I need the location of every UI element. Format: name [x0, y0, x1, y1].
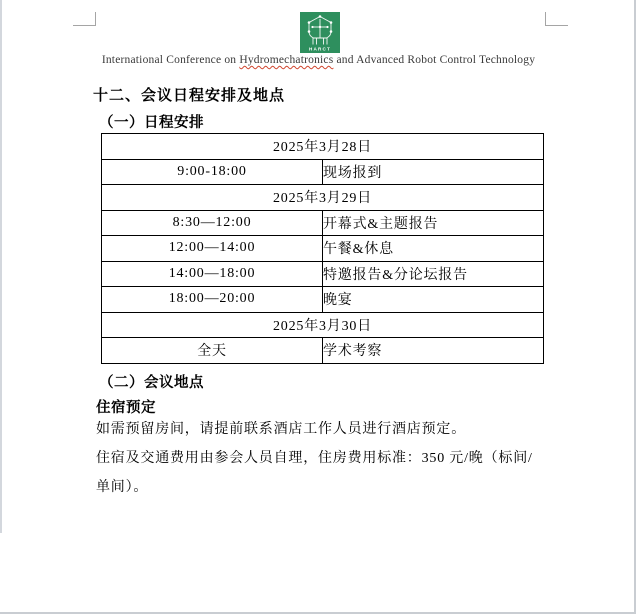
time-cell: 9:00-18:00: [102, 159, 323, 185]
table-row-slot: [102, 210, 544, 236]
table-row-date: [102, 134, 544, 160]
conference-title-misspelled-word: Hydromechatronics: [239, 54, 334, 66]
time-cell: 18:00—20:00: [102, 287, 323, 313]
activity-cell: 晚宴: [323, 287, 544, 313]
conference-title: [0, 54, 637, 66]
circuit-emblem-icon: [300, 12, 340, 53]
table-row-slot: [102, 287, 544, 313]
table-row-date: [102, 185, 544, 211]
table-row-date: [102, 312, 544, 338]
section-heading-location: （二）会议地点: [99, 375, 204, 391]
time-cell: 12:00—14:00: [102, 236, 323, 262]
date-cell: 2025年3月28日: [102, 134, 544, 160]
activity-cell: 学术考察: [323, 338, 544, 364]
table-row-slot: [102, 159, 544, 185]
date-cell: 2025年3月29日: [102, 185, 544, 211]
activity-cell: 开幕式&主题报告: [323, 210, 544, 236]
activity-cell: 午餐&休息: [323, 236, 544, 262]
page-bottom-edge-line: [0, 612, 636, 614]
activity-cell: 特邀报告&分论坛报告: [323, 261, 544, 287]
page-left-edge-line: [0, 0, 2, 533]
accommodation-heading: 住宿预定: [96, 400, 156, 416]
text-boundary-mark-top-left: [73, 12, 96, 26]
activity-cell: 现场报到: [323, 159, 544, 185]
table-row-slot: [102, 261, 544, 287]
conference-title-prefix: International Conference on: [101, 54, 240, 66]
text-boundary-mark-top-right: [545, 12, 568, 26]
date-cell: 2025年3月30日: [102, 312, 544, 338]
page-right-edge-line: [634, 0, 636, 613]
table-row-slot: [102, 338, 544, 364]
time-cell: 8:30—12:00: [102, 210, 323, 236]
schedule-table: [101, 133, 544, 364]
harct-logo-label: HARCT: [308, 46, 332, 52]
section-heading-main: 十二、会议日程安排及地点: [93, 87, 286, 104]
section-heading-schedule: （一）日程安排: [99, 115, 204, 131]
time-cell: 全天: [102, 338, 323, 364]
time-cell: 14:00—18:00: [102, 261, 323, 287]
accommodation-note: 如需预留房间，请提前联系酒店工作人员进行酒店预定。: [96, 422, 466, 437]
harct-logo: [300, 12, 340, 53]
fee-note-line1: 住宿及交通费用由参会人员自理，住房费用标准：350 元/晚（标间/: [96, 451, 533, 466]
fee-note-line2: 单间）。: [96, 480, 149, 495]
conference-title-suffix: and Advanced Robot Control Technology: [333, 54, 536, 66]
table-row-slot: [102, 236, 544, 262]
